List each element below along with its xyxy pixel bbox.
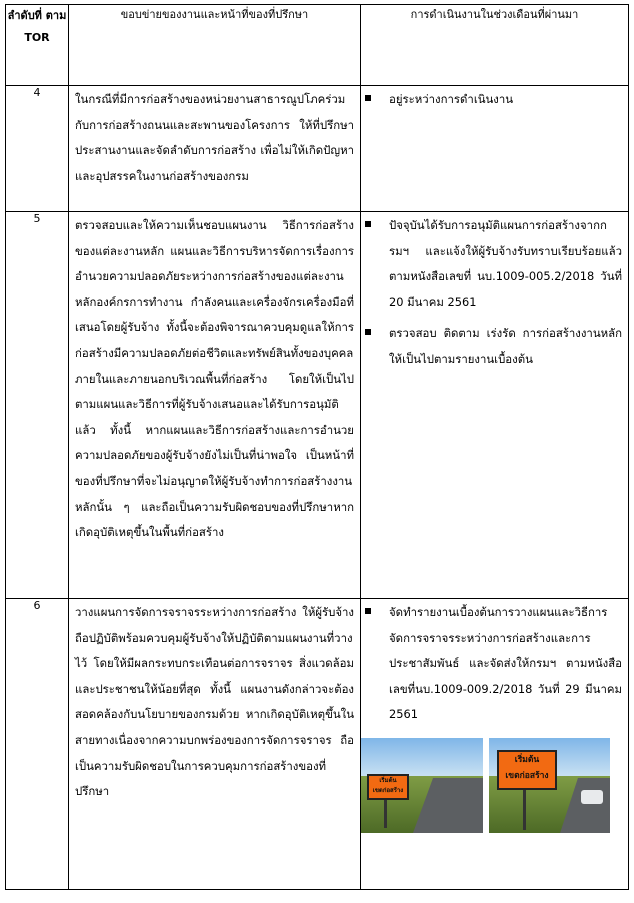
sign-post — [384, 798, 387, 828]
progress-cell — [361, 86, 629, 212]
tor-table — [5, 4, 629, 890]
scope-text: ตรวจสอบและให้ความเห็นชอบแผนงาน วิธีการก่อสร้างของแต่ละงานหลัก แผนและวิธีการบริหารจัดการเรื่องการอำนวยความปลอดภัยระหว่างการก่อสร้างของแต่ละงานหลักองค์กรการทำงาน กำลังคนและเครื่องจักรเครื่องมือที่เสนอโดยผู้รับจ้าง ทั้งนี้จะต้องพิจารณาควบคุมดูแลให้การก่อสร้างมีความปลอดภัยต่อชีวิตและทรัพย์สินทั้งของบุคคลภายในและภายนอกบริเวณพื้นที่ก่อสร้าง โดยให้เป็นไปตามแผนและวิธีการที่ผู้รับจ้างเสนอและได้รับการอนุมัติแล้ว ทั้งนี้ หากแผนและวิธีการก่อสร้างและการอำนวยความปลอดภัยของผู้รับจ้างยังไม่เป็นที่น่าพอใจ เป็นหน้าที่ของที่ปรึกษาที่จะไม่อนุญาตให้ผู้รับจ้างทำการก่อสร้างงานหลักนั้น ๆ และถือเป็นความรับผิดชอบของที่ปรึกษาหากเกิดอุบัติเหตุขึ้นในพื้นที่ก่อสร้าง — [75, 218, 354, 540]
progress-bullet — [361, 212, 628, 315]
bullet-square-icon — [365, 608, 371, 614]
table-row — [6, 86, 629, 212]
photo-truck — [581, 790, 603, 804]
header-tor-number: ลำดับที่ ตาม TOR — [6, 5, 69, 86]
construction-sign — [497, 750, 557, 790]
progress-text: ปัจจุบันได้รับการอนุมัติแผนการก่อสร้างจากกรมฯ และแจ้งให้ผู้รับจ้างรับทราบเรียบร้อยแล้ว ตามหนังสือเลขที่ นบ.1009-005.2/2018 วันที่ 20 มีนาคม 2561 — [389, 218, 622, 309]
bullet-square-icon — [365, 95, 371, 101]
table-header-row — [6, 5, 629, 86]
scope-text: ในกรณีที่มีการก่อสร้างของหน่วยงานสาธารณูปโภคร่วมกับการก่อสร้างถนนและสะพานของโครงการ ให้ที่ปรึกษาประสานงานและจัดลำดับการก่อสร้าง เพื่อไม่ให้เกิดปัญหาและอุปสรรคในงานก่อสร้างของกรม — [75, 92, 354, 183]
construction-sign — [367, 774, 409, 800]
scope-cell — [69, 86, 361, 212]
sign-line-2: เขตก่อสร้าง — [505, 770, 549, 781]
progress-cell — [361, 212, 629, 599]
scope-text: วางแผนการจัดการจราจรระหว่างการก่อสร้าง ให้ผู้รับจ้างถือปฏิบัติพร้อมควบคุมผู้รับจ้างให้ปฏิบัติตามแผนงานที่วางไว้ โดยให้มีผลกระทบกระเทือนต่อการจราจร สิ่งแวดล้อม และประชาชนให้น้อยที่สุด ทั้งนี้ แผนงานดังกล่าวจะต้องสอดคล้องกับนโยบายของกรมด้วย หากเกิดอุบัติเหตุขึ้นในสายทางเนื่องจากความบกพร่องของการจัดการจราจร ถือเป็นความรับผิดชอบในการควบคุมการก่อสร้างของที่ปรึกษา — [75, 605, 354, 799]
progress-text: ตรวจสอบ ติดตาม เร่งรัด การก่อสร้างงานหลัก ให้เป็นไปตามรายงานเบื้องต้น — [389, 326, 622, 366]
table-row — [6, 599, 629, 890]
bullet-square-icon — [365, 221, 371, 227]
bullet-square-icon — [365, 329, 371, 335]
progress-bullet — [361, 86, 628, 113]
photo-sky — [361, 738, 483, 778]
scope-cell — [69, 212, 361, 599]
sign-line-1: เริ่มต้น — [514, 754, 540, 765]
construction-sign-photo — [489, 738, 610, 833]
row-number: 4 — [6, 86, 69, 212]
table-row — [6, 212, 629, 599]
header-progress: การดำเนินงานในช่วงเดือนที่ผ่านมา — [361, 5, 629, 86]
row-number: 5 — [6, 212, 69, 599]
sign-line-1: เริ่มต้น — [379, 776, 397, 784]
sign-line-2: เขตก่อสร้าง — [372, 786, 404, 794]
sign-post — [523, 788, 526, 830]
progress-bullet — [361, 599, 628, 728]
progress-cell — [361, 599, 629, 890]
progress-text: อยู่ระหว่างการดำเนินงาน — [389, 92, 514, 106]
site-photos — [361, 738, 628, 834]
scope-cell — [69, 599, 361, 890]
row-number: 6 — [6, 599, 69, 890]
construction-sign-photo — [361, 738, 483, 833]
progress-bullet — [361, 320, 628, 372]
header-scope: ขอบข่ายของงานและหน้าที่ของที่ปรึกษา — [69, 5, 361, 86]
progress-text: จัดทำรายงานเบื้องต้นการวางแผนและวิธีการจัดการจราจรระหว่างการก่อสร้างและการประชาสัมพันธ์ และจัดส่งให้กรมฯ ตามหนังสือเลขที่นบ.1009-009.2/2018 วันที่ 29 มีนาคม 2561 — [389, 605, 622, 722]
